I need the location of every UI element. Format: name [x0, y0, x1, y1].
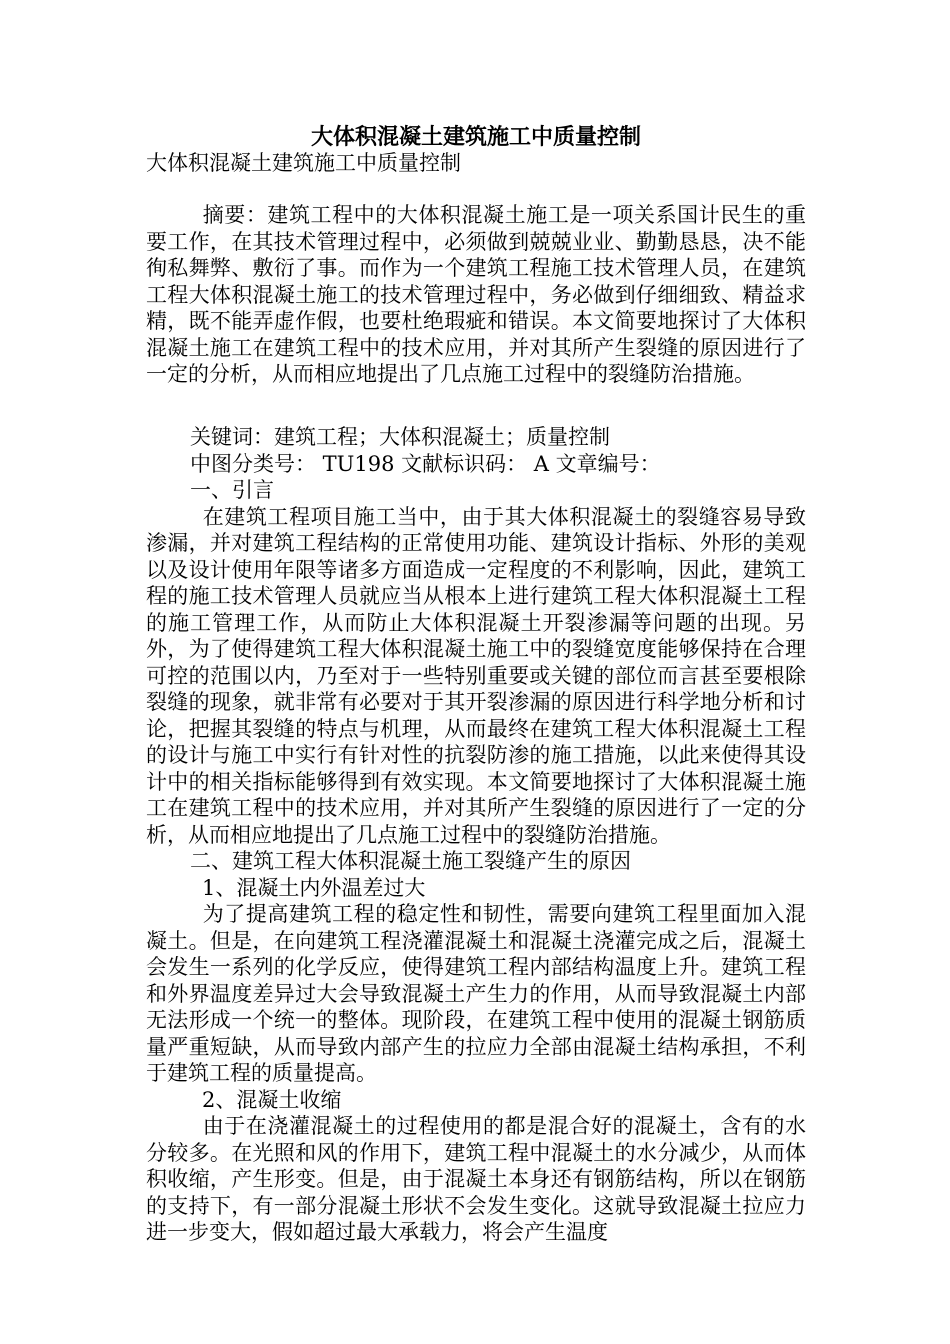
temperature-paragraph: 为了提高建筑工程的稳定性和韧性，需要向建筑工程里面加入混凝土。但是，在向建筑工程浇灌混凝土和混凝土浇灌完成之后，混凝土会发生一系列的化学反应，使得建筑工程内部结构温度上升。建筑工程和外界温度差异过大会导致混凝土产生力的作用，从而导致混凝土内部无法形成一个统一的整体。现阶段，在建筑工程中使用的混凝土钢筋质量严重短缺，从而导致内部产生的拉应力全部由混凝土结构承担，不利于建筑工程的质量提高。 — [146, 902, 806, 1085]
document-subtitle: 大体积混凝土建筑施工中质量控制 — [146, 151, 461, 175]
abstract-paragraph: 摘要：建筑工程中的大体积混凝土施工是一项关系国计民生的重要工作，在其技术管理过程中，必须做到兢兢业业、勤勤恳恳，决不能徇私舞弊、敷衍了事。而作为一个建筑工程施工技术管理人员，在建筑工程大体积混凝土施工的技术管理过程中，务必做到仔细细致、精益求精，既不能弄虚作假，也要杜绝瑕疵和错误。本文简要地探讨了大体积混凝土施工在建筑工程中的技术应用，并对其所产生裂缝的原因进行了一定的分析，从而相应地提出了几点施工过程中的裂缝防治措施。 — [146, 203, 806, 386]
subsection-heading-temperature: 1、混凝土内外温差过大 — [202, 875, 426, 900]
introduction-paragraph: 在建筑工程项目施工当中，由于其大体积混凝土的裂缝容易导致渗漏，并对建筑工程结构的正常使用功能、建筑设计指标、外形的美观以及设计使用年限等诸多方面造成一定程度的不利影响，因此，建筑工程的施工技术管理人员就应当从根本上进行建筑工程大体积混凝土工程的施工管理工作，从而防止大体积混凝土开裂渗漏等问题的出现。另外，为了使得建筑工程大体积混凝土施工中的裂缝宽度能够保持在合理可控的范围以内，乃至对于一些特别重要或关键的部位而言甚至要根除裂缝的现象，就非常有必要对于其开裂渗漏的原因进行科学地分析和讨论，把握其裂缝的特点与机理，从而最终在建筑工程大体积混凝土工程的设计与施工中实行有针对性的抗裂防渗的施工措施，以此来使得其设计中的相关指标能够得到有效实现。本文简要地探讨了大体积混凝土施工在建筑工程中的技术应用，并对其所产生裂缝的原因进行了一定的分析，从而相应地提出了几点施工过程中的裂缝防治措施。 — [146, 504, 806, 847]
section-heading-causes: 二、建筑工程大体积混凝土施工裂缝产生的原因 — [190, 849, 631, 873]
keywords-line: 关键词：建筑工程；大体积混凝土；质量控制 — [190, 425, 610, 449]
abstract-section — [146, 202, 806, 388]
subsection-heading-shrinkage: 2、混凝土收缩 — [202, 1087, 342, 1112]
document-title: 大体积混凝土建筑施工中质量控制 — [310, 124, 641, 150]
main-body — [146, 424, 806, 1246]
shrinkage-paragraph: 由于在浇灌混凝土的过程使用的都是混合好的混凝土，含有的水分较多。在光照和风的作用下，建筑工程中混凝土的水分减少，从而体积收缩，产生形变。但是，由于混凝土本身还有钢筋结构，所以在钢筋的支持下，有一部分混凝土形状不会发生变化。这就导致混凝土拉应力进一步变大，假如超过最大承载力，将会产生温度 — [146, 1114, 806, 1244]
classification-line: 中图分类号： TU198 文献标识码： A 文章编号： — [190, 451, 661, 476]
section-heading-introduction: 一、引言 — [190, 478, 274, 502]
